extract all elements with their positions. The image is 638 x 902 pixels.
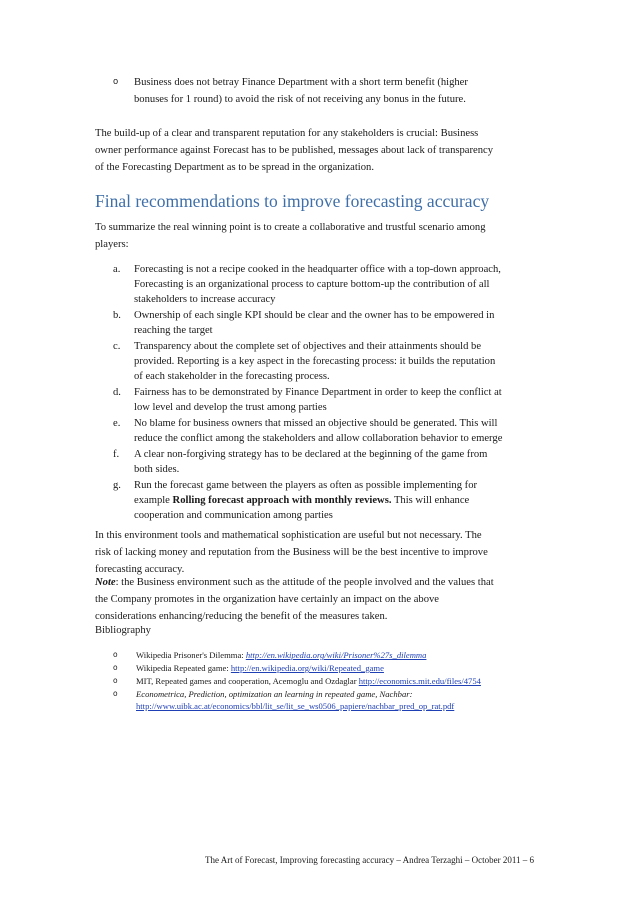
bibliography-link[interactable]: http://economics.mit.edu/files/4754 — [358, 676, 481, 686]
list-item-text: Ownership of each single KPI should be clear and the owner has to be empowered in — [134, 310, 495, 321]
bibliography-text: Econometrica, Prediction, optimization an learning in repeated game, Nachbar: — [136, 689, 413, 699]
list-item-text: Run the forecast game between the players as often as possible implementing for — [134, 480, 478, 491]
bullet-marker: o — [113, 77, 119, 87]
list-item — [113, 74, 543, 108]
bibliography-text: : — [241, 650, 246, 660]
list-item-text: reduce the conflict among the stakeholders and allow collaboration behavior to emerge — [134, 433, 503, 445]
recommendation-d — [113, 385, 545, 415]
recommendation-c — [113, 339, 545, 385]
list-item-text: bonuses for 1 round) to avoid the risk of not receiving any bonus in the future. — [134, 94, 466, 105]
bullet-marker: o — [113, 676, 118, 685]
paragraph-note — [95, 574, 545, 625]
bullet-marker: o — [113, 689, 118, 698]
list-item-text: Transparency about the complete set of objectives and their attainments should be — [134, 341, 482, 352]
paragraph-line: owner performance against Forecast has to be published, messages about lack of transparency — [95, 145, 494, 156]
bibliography-link[interactable]: http://en.wikipedia.org/wiki/Prisoner%27s_dilemma — [245, 650, 427, 660]
list-marker: a. — [113, 264, 121, 275]
paragraph-line: considerations enhancing/reducing the benefit of the measures taken. — [95, 611, 388, 622]
list-item-text: of each stakeholder in the forecasting process. — [134, 371, 330, 383]
paragraph-line: players: — [95, 239, 129, 250]
bullet-marker: o — [113, 650, 118, 659]
bibliography-text: MIT, Repeated games and cooperation, Acemoglu and Ozdaglar — [136, 676, 359, 686]
paragraph-line: : the Business environment such as the attitude of the people involved and the values that — [115, 577, 494, 588]
bibliography-text: Wikipedia Repeated game: — [136, 663, 231, 673]
list-marker: f. — [113, 449, 120, 460]
list-item-text: reaching the target — [134, 325, 213, 337]
paragraph-environment — [95, 527, 545, 578]
bibliography-title: Bibliography — [95, 625, 151, 636]
recommendation-b — [113, 308, 545, 338]
list-item-text: example — [134, 495, 173, 507]
recommendation-f — [113, 447, 545, 477]
list-item-text: This will enhance — [391, 495, 470, 507]
bibliography-item — [113, 675, 553, 687]
bibliography-link[interactable]: http://www.uibk.ac.at/economics/bbl/lit_se/lit_se_ws0506_papiere/nachbar_pred_op_rat.pdf — [136, 701, 455, 712]
paragraph-reputation — [95, 125, 545, 176]
list-item-text: Business does not betray Finance Department with a short term benefit (higher — [134, 77, 468, 88]
bibliography-link[interactable]: http://en.wikipedia.org/wiki/Repeated_game — [230, 663, 384, 673]
recommendation-a — [113, 262, 545, 308]
note-label: Note — [95, 577, 116, 588]
list-item-text: stakeholders to increase accuracy — [134, 294, 276, 306]
bibliography-item — [113, 662, 553, 674]
section-heading: Final recommendations to improve forecasting accuracy — [95, 191, 490, 211]
paragraph-line: To summarize the real winning point is to create a collaborative and trustful scenario among — [95, 222, 486, 233]
recommendation-e — [113, 416, 545, 446]
list-item-text: Forecasting is not a recipe cooked in the headquarter office with a top-down approach, — [134, 264, 501, 275]
paragraph-line: In this environment tools and mathematical sophistication are useful but not necessary. The — [95, 530, 482, 541]
list-marker: g. — [113, 480, 121, 491]
list-marker: c. — [113, 341, 121, 352]
paragraph-line: of the Forecasting Department as to be spread in the organization. — [95, 162, 374, 173]
paragraph-intro — [95, 219, 545, 253]
bibliography-item — [113, 688, 553, 712]
paragraph-line: the Company promotes in the organization have certainly an impact on the above — [95, 594, 439, 605]
paragraph-line: forecasting accuracy. — [95, 564, 185, 575]
page-footer: The Art of Forecast, Improving forecasting accuracy – Andrea Terzaghi – October 2011 – 6 — [205, 855, 535, 865]
recommendation-g — [113, 478, 545, 524]
list-item-text: Forecasting is an organizational process to capture bottom-up the contribution of all — [134, 279, 490, 291]
list-marker: b. — [113, 310, 121, 321]
list-item-text: No blame for business owners that missed an objective should be generated. This will — [134, 418, 498, 429]
bullet-marker: o — [113, 663, 118, 672]
list-item-text: both sides. — [134, 464, 180, 476]
paragraph-line: risk of lacking money and reputation from the Business will be the best incentive to improve — [95, 547, 488, 558]
list-item-text: provided. Reporting is a key aspect in the forecasting process: it builds the reputation — [134, 356, 496, 368]
list-marker: d. — [113, 387, 121, 398]
list-item-text: cooperation and communication among parties — [134, 510, 333, 522]
list-item-text: low level and develop the trust among parties — [134, 402, 327, 414]
paragraph-line: The build-up of a clear and transparent reputation for any stakeholders is crucial: Business — [95, 128, 479, 139]
list-item-text: Fairness has to be demonstrated by Finance Department in order to keep the conflict at — [134, 387, 502, 398]
bold-emphasis: Rolling forecast approach with monthly reviews. — [172, 495, 392, 507]
bibliography-text: Wikipedia Prisoner's Dilemma — [136, 650, 242, 660]
list-item-text: A clear non-forgiving strategy has to be declared at the beginning of the game from — [134, 449, 488, 460]
bibliography-item — [113, 649, 553, 661]
list-marker: e. — [113, 418, 121, 429]
